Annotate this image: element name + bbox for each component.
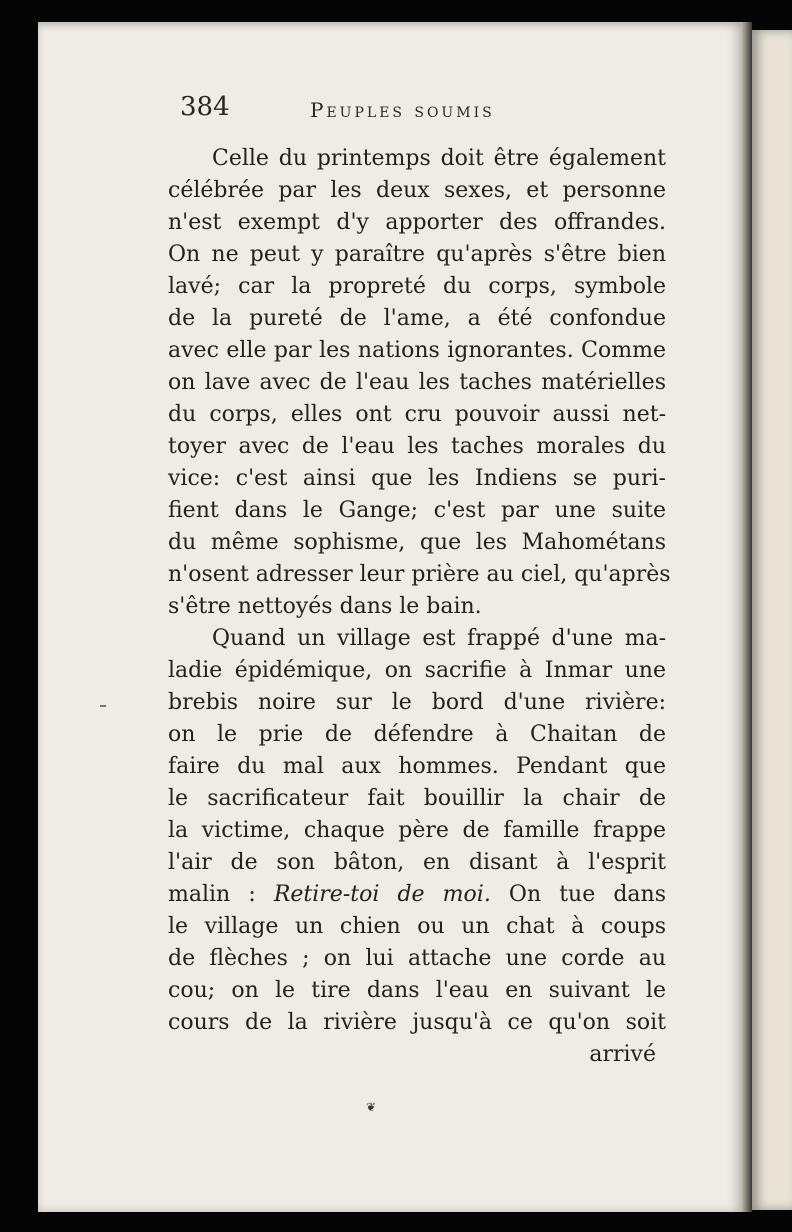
text-line: célébrée par les deux sexes, et personne xyxy=(168,178,666,203)
text-line: brebis noire sur le bord d'une rivière: xyxy=(168,690,666,715)
printer-ornament: ❦ xyxy=(366,1100,377,1114)
page-mark xyxy=(100,705,106,707)
text-line: On ne peut y paraître qu'après s'être bien xyxy=(168,242,666,267)
body-text xyxy=(168,143,671,1071)
text-segment: On tue dans xyxy=(490,882,666,907)
italic-quote: Retire-toi de moi. xyxy=(273,882,491,907)
text-line: le sacrificateur fait bouillir la chair de xyxy=(168,786,666,811)
page-number: 384 xyxy=(180,92,230,122)
text-line: toyer avec de l'eau les taches morales du xyxy=(168,434,666,459)
text-line: ladie épidémique, on sacrifie à Inmar une xyxy=(168,658,666,683)
text-line: s'être nettoyés dans le bain. xyxy=(168,594,482,619)
text-line: la victime, chaque père de famille frappe xyxy=(168,818,666,843)
text-line: n'osent adresser leur prière au ciel, qu'après xyxy=(168,562,671,587)
facing-page-edge xyxy=(752,30,792,1210)
text-line: on lave avec de l'eau les taches matérielles xyxy=(168,370,666,395)
text-line: n'est exempt d'y apporter des offrandes. xyxy=(168,210,666,235)
catchword: arrivé xyxy=(589,1042,656,1067)
text-line: de flèches ; on lui attache une corde au xyxy=(168,946,666,971)
text-line: Celle du printemps doit être également xyxy=(212,146,666,171)
page-header xyxy=(180,92,660,132)
text-line: on le prie de défendre à Chaitan de xyxy=(168,722,666,747)
text-line: avec elle par les nations ignorantes. Comme xyxy=(168,338,666,363)
text-line: cou; on le tire dans l'eau en suivant le xyxy=(168,978,666,1003)
text-line: lavé; car la propreté du corps, symbole xyxy=(168,274,666,299)
text-line: Quand un village est frappé d'une ma- xyxy=(212,626,666,651)
text-line: le village un chien ou un chat à coups xyxy=(168,914,666,939)
text-line: de la pureté de l'ame, a été confondue xyxy=(168,306,666,331)
text-line: l'air de son bâton, en disant à l'esprit xyxy=(168,850,666,875)
text-line: faire du mal aux hommes. Pendant que xyxy=(168,754,666,779)
text-line: vice: c'est ainsi que les Indiens se puri- xyxy=(168,466,666,491)
text-line: cours de la rivière jusqu'à ce qu'on soit xyxy=(168,1010,666,1035)
text-line: fient dans le Gange; c'est par une suite xyxy=(168,498,666,523)
text-line-with-italic xyxy=(168,879,666,911)
text-line: du même sophisme, que les Mahométans xyxy=(168,530,666,555)
text-segment: malin : xyxy=(168,882,274,907)
running-head: Peuples soumis xyxy=(310,98,495,122)
text-line: du corps, elles ont cru pouvoir aussi net- xyxy=(168,402,666,427)
book-gutter xyxy=(742,22,752,1212)
